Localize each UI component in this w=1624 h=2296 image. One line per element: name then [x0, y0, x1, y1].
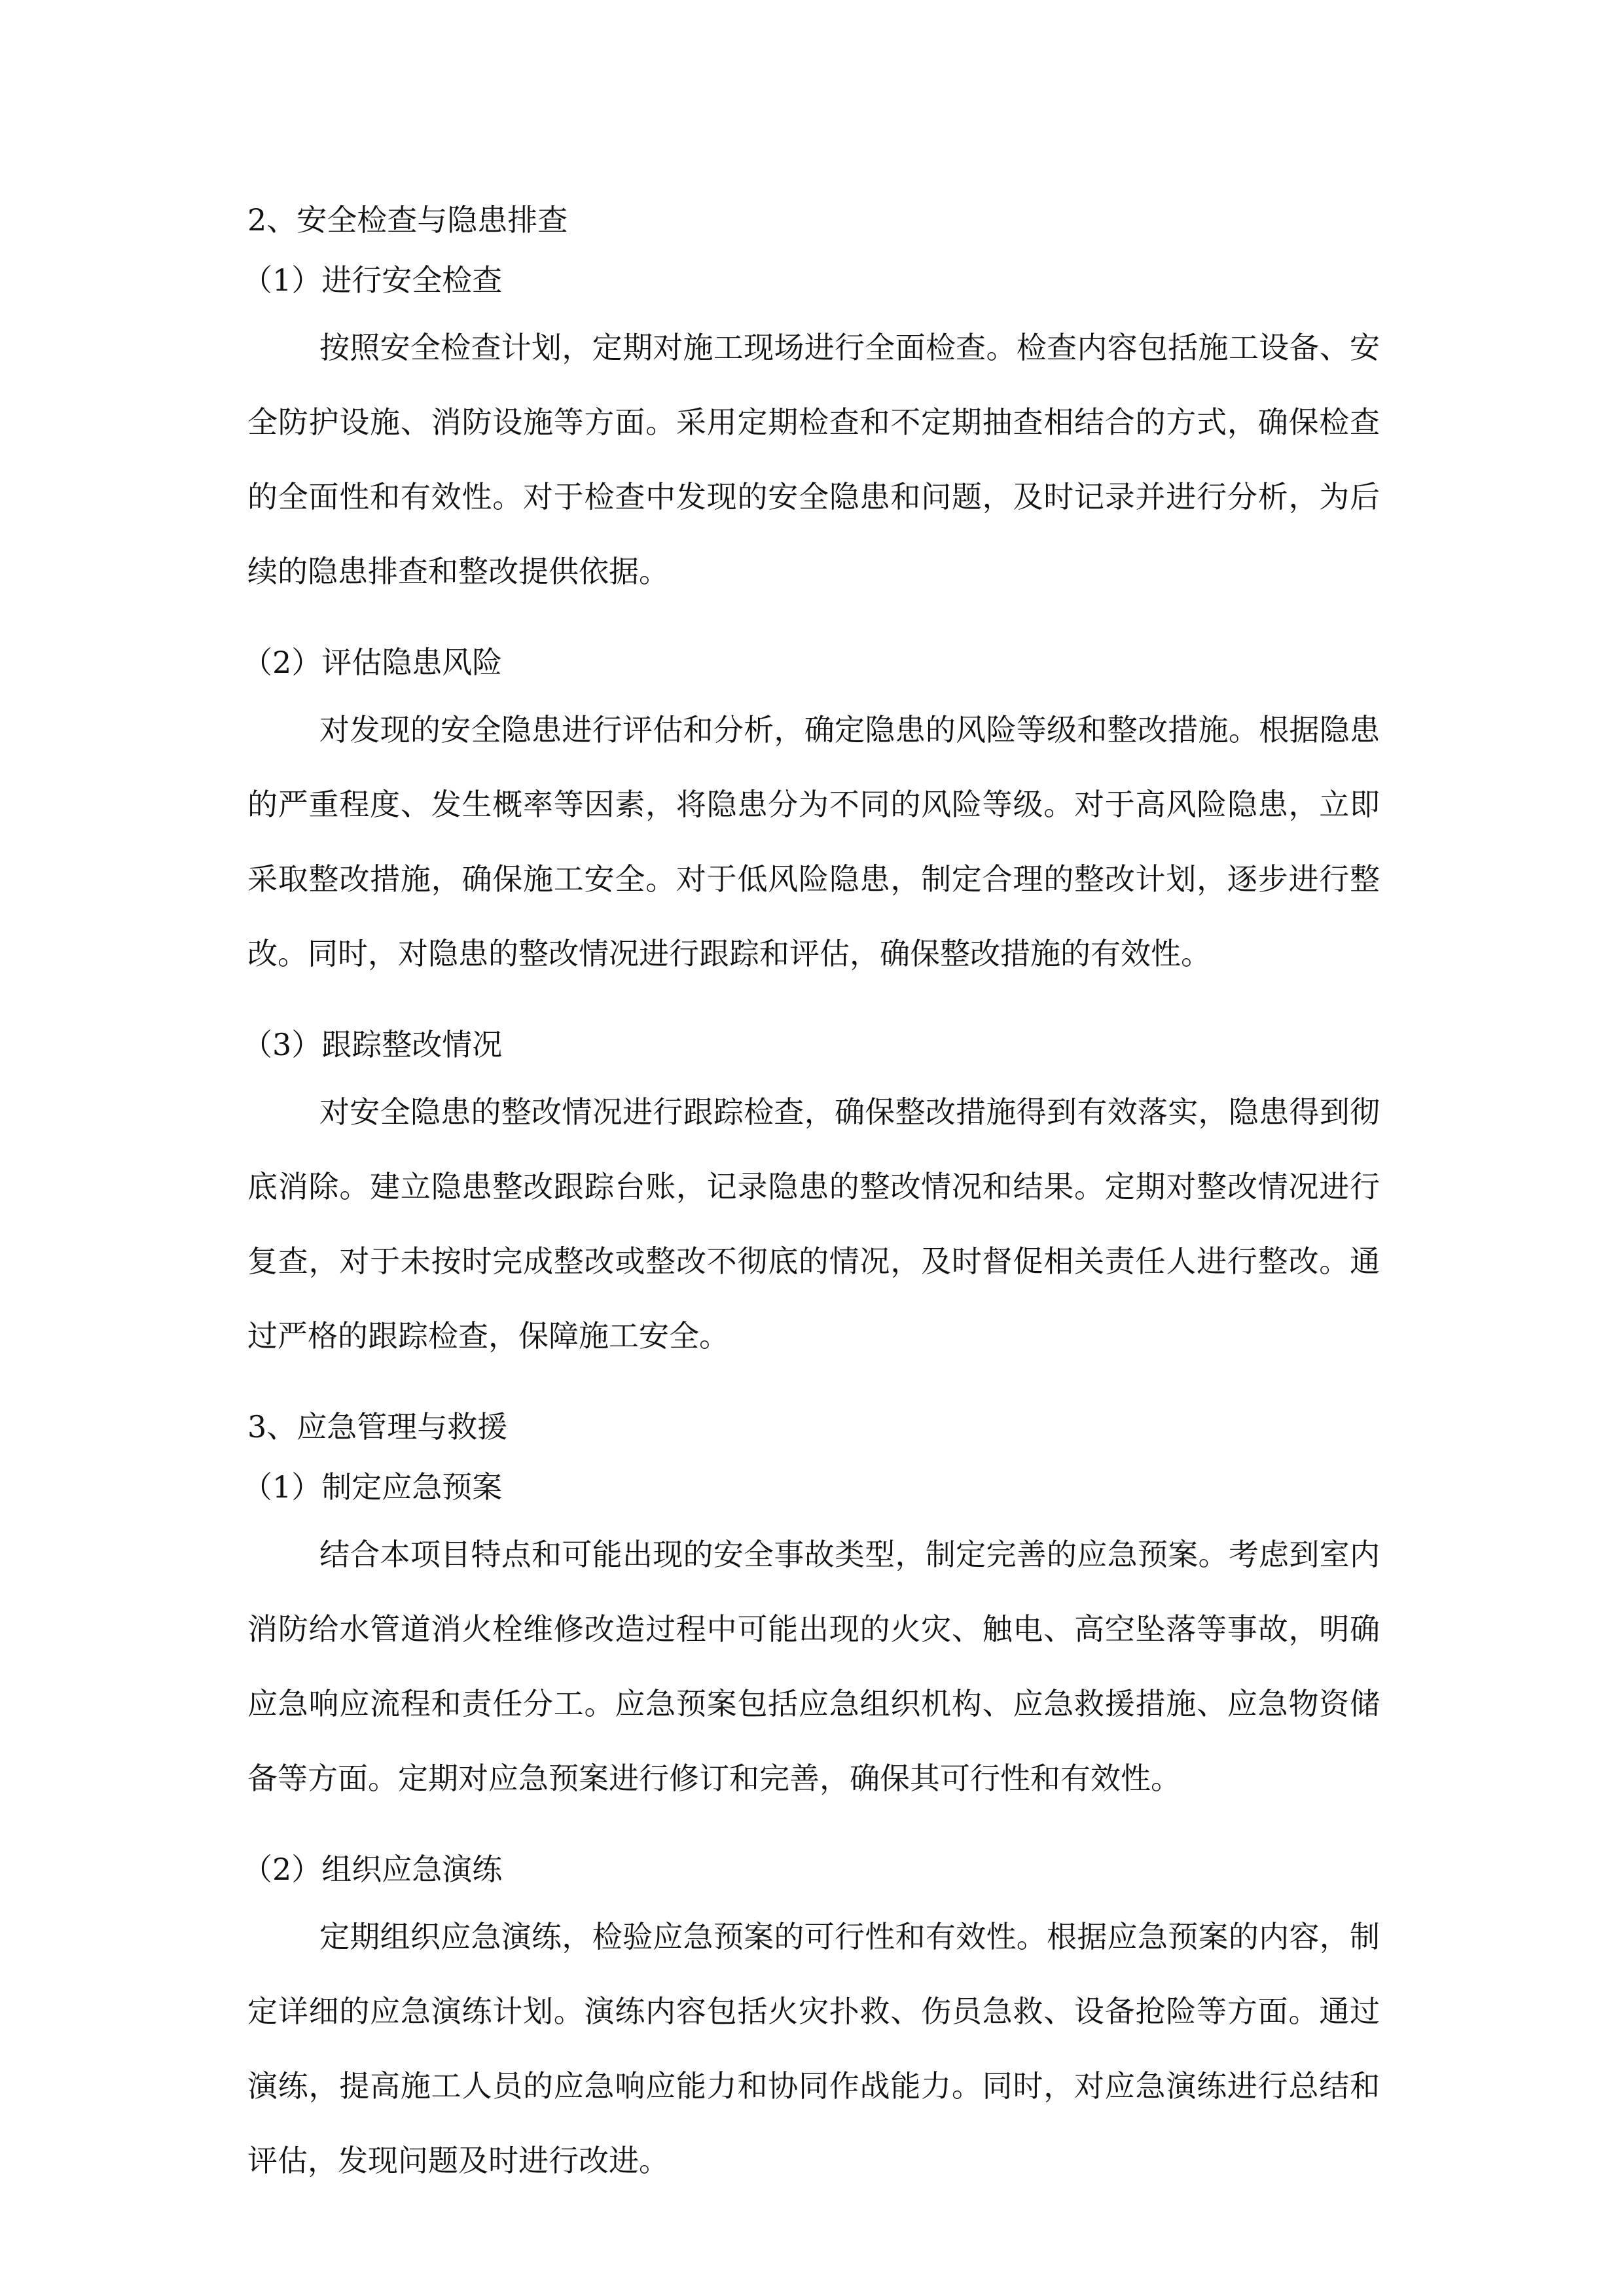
paragraph-rectification-tracking: 对安全隐患的整改情况进行跟踪检查，确保整改措施得到有效落实，隐患得到彻底消除。建立隐患整改跟踪台账，记录隐患的整改情况和结果。定期对整改情况进行复查，对于未按时完成整改或整改不彻底的情况，及时督促相关责任人进行整改。通过严格的跟踪检查，保障施工安全。: [247, 1094, 1380, 1354]
subsection-heading-rectification-tracking: （3）跟踪整改情况: [242, 1027, 503, 1062]
paragraph-safety-inspection: 按照安全检查计划，定期对施工现场进行全面检查。检查内容包括施工设备、安全防护设施、消防设施等方面。采用定期检查和不定期抽查相结合的方式，确保检查的全面性和有效性。对于检查中发现的安全隐患和问题，及时记录并进行分析，为后续的隐患排查和整改提供依据。: [247, 330, 1380, 589]
section-heading-inspection: 2、安全检查与隐患排查: [247, 202, 568, 238]
subsection-heading-risk-assessment: （2）评估隐患风险: [242, 645, 503, 680]
subsection-heading-emergency-plan: （1）制定应急预案: [242, 1469, 503, 1505]
section-heading-emergency: 3、应急管理与救援: [247, 1409, 508, 1444]
paragraph-emergency-plan: 结合本项目特点和可能出现的安全事故类型，制定完善的应急预案。考虑到室内消防给水管道消火栓维修改造过程中可能出现的火灾、触电、高空坠落等事故，明确应急响应流程和责任分工。应急预案包括应急组织机构、应急救援措施、应急物资储备等方面。定期对应急预案进行修订和完善，确保其可行性和有效性。: [247, 1537, 1380, 1796]
subsection-heading-safety-inspection: （1）进行安全检查: [242, 262, 503, 298]
document-content: [242, 190, 1380, 2221]
paragraph-risk-assessment: 对发现的安全隐患进行评估和分析，确定隐患的风险等级和整改措施。根据隐患的严重程度、发生概率等因素，将隐患分为不同的风险等级。对于高风险隐患，立即采取整改措施，确保施工安全。对于低风险隐患，制定合理的整改计划，逐步进行整改。同时，对隐患的整改情况进行跟踪和评估，确保整改措施的有效性。: [247, 712, 1380, 971]
paragraph-emergency-drill: 定期组织应急演练，检验应急预案的可行性和有效性。根据应急预案的内容，制定详细的应急演练计划。演练内容包括火灾扑救、伤员急救、设备抢险等方面。通过演练，提高施工人员的应急响应能力和协同作战能力。同时，对应急演练进行总结和评估，发现问题及时进行改进。: [247, 1919, 1380, 2178]
subsection-heading-emergency-drill: （2）组织应急演练: [242, 1852, 503, 1887]
